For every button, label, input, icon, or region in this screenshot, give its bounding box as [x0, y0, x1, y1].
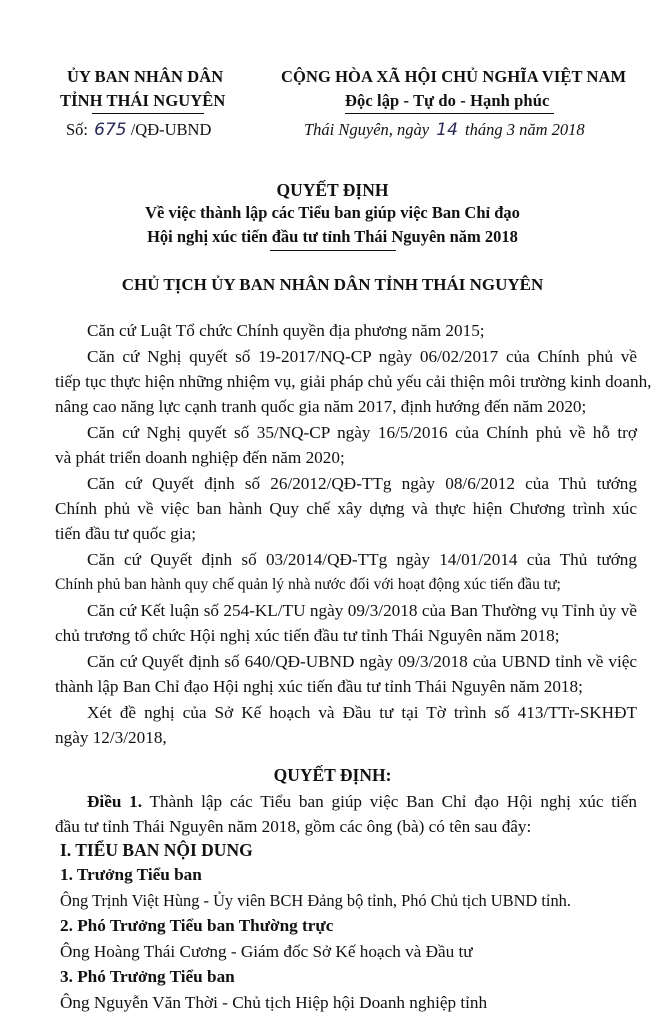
preamble-2-line1: Căn cứ Nghị quyết số 19-2017/NQ-CP ngày 06/02/2017 của Chính phủ về — [87, 347, 637, 366]
item-3-text: Ông Nguyễn Văn Thời - Chủ tịch Hiệp hội Doanh nghiệp tỉnh — [60, 993, 488, 1012]
preamble-8-line2: ngày 12/3/2018, — [55, 728, 167, 747]
org-name-line2: TỈNH THÁI NGUYÊN — [60, 91, 226, 110]
preamble-4-line3: tiến đầu tư quốc gia; — [55, 524, 197, 543]
preamble-1: Căn cứ Luật Tổ chức Chính quyền địa phương năm 2015; — [87, 321, 485, 340]
item-1-heading: 1. Trưởng Tiểu ban — [60, 865, 202, 884]
article-1-label: Điều 1. — [87, 792, 143, 811]
document-number-prefix: Số: — [66, 120, 89, 139]
document-number-handwritten: 675 — [94, 120, 127, 140]
decision-subject-line2: Hội nghị xúc tiến đầu tư tỉnh Thái Nguyên năm 2018 — [147, 227, 518, 246]
article-1-line1 — [87, 791, 637, 813]
section-heading: I. TIỂU BAN NỘI DUNG — [60, 840, 253, 860]
preamble-7-line1: Căn cứ Quyết định số 640/QĐ-UBND ngày 09/3/2018 của UBND tỉnh về việc — [87, 652, 637, 671]
item-2-heading: 2. Phó Trưởng Tiểu ban Thường trực — [60, 916, 334, 935]
preamble-5-line1: Căn cứ Quyết định số 03/2014/QĐ-TTg ngày 14/01/2014 của Thủ tướng — [87, 550, 637, 569]
preamble-2-line3: nâng cao năng lực cạnh tranh quốc gia năm 2017, định hướng đến năm 2020; — [55, 397, 587, 416]
national-motto-underline — [345, 113, 554, 114]
article-1-text-line1: Thành lập các Tiểu ban giúp việc Ban Chỉ đạo Hội nghị xúc tiến — [149, 792, 637, 811]
preamble-6-line2: chủ trương tổ chức Hội nghị xúc tiến đầu tư tỉnh Thái Nguyên năm 2018; — [55, 626, 560, 645]
item-1-text: Ông Trịnh Việt Hùng - Ủy viên BCH Đảng bộ tỉnh, Phó Chủ tịch UBND tỉnh. — [60, 891, 571, 910]
document-number-suffix: /QĐ-UBND — [130, 120, 212, 139]
item-3-heading: 3. Phó Trưởng Tiểu ban — [60, 967, 235, 986]
preamble-4-line1: Căn cứ Quyết định số 26/2012/QĐ-TTg ngày 08/6/2012 của Thủ tướng — [87, 474, 637, 493]
preamble-3-line1: Căn cứ Nghị quyết số 35/NQ-CP ngày 16/5/2016 của Chính phủ về hỗ trợ — [87, 423, 637, 442]
date-day-handwritten: 14 — [436, 120, 458, 140]
authority-heading: CHỦ TỊCH ỦY BAN NHÂN DÂN TỈNH THÁI NGUYÊN — [121, 275, 544, 294]
preamble-3-line2: và phát triển doanh nghiệp đến năm 2020; — [55, 448, 345, 467]
national-motto: Độc lập - Tự do - Hạnh phúc — [345, 91, 550, 110]
preamble-4-line2: Chính phủ về việc ban hành Quy chế xây dựng và thực hiện Chương trình xúc — [55, 499, 637, 518]
document-date — [304, 120, 585, 140]
org-name-underline — [92, 113, 204, 114]
org-name-line1: ỦY BAN NHÂN DÂN — [67, 67, 224, 86]
date-suffix: tháng 3 năm 2018 — [465, 120, 585, 139]
national-title: CỘNG HÒA XÃ HỘI CHỦ NGHĨA VIỆT NAM — [281, 67, 627, 86]
preamble-8-line1: Xét đề nghị của Sở Kế hoạch và Đầu tư tại Tờ trình số 413/TTr-SKHĐT — [87, 703, 637, 722]
decision-title: QUYẾT ĐỊNH — [276, 180, 389, 200]
date-prefix: Thái Nguyên, ngày — [304, 120, 430, 139]
preamble-6-line1: Căn cứ Kết luận số 254-KL/TU ngày 09/3/2018 của Ban Thường vụ Tỉnh ủy về — [87, 601, 637, 620]
document-number — [66, 120, 211, 140]
decision-subject-line1: Về việc thành lập các Tiểu ban giúp việc Ban Chỉ đạo — [145, 203, 520, 222]
preamble-7-line2: thành lập Ban Chỉ đạo Hội nghị xúc tiến đầu tư tỉnh Thái Nguyên năm 2018; — [55, 677, 583, 696]
decision-heading: QUYẾT ĐỊNH: — [273, 765, 392, 785]
preamble-5-line2: Chính phủ ban hành quy chế quản lý nhà nước đối với hoạt động xúc tiến đầu tư; — [55, 576, 561, 593]
article-1-line2: đầu tư tỉnh Thái Nguyên năm 2018, gồm các ông (bà) có tên sau đây: — [55, 817, 532, 836]
preamble-2-line2: tiếp tục thực hiện những nhiệm vụ, giải pháp chủ yếu cải thiện môi trường kinh doanh, — [55, 372, 652, 391]
title-underline — [270, 250, 396, 251]
item-2-text: Ông Hoàng Thái Cương - Giám đốc Sở Kế hoạch và Đầu tư — [60, 942, 473, 961]
